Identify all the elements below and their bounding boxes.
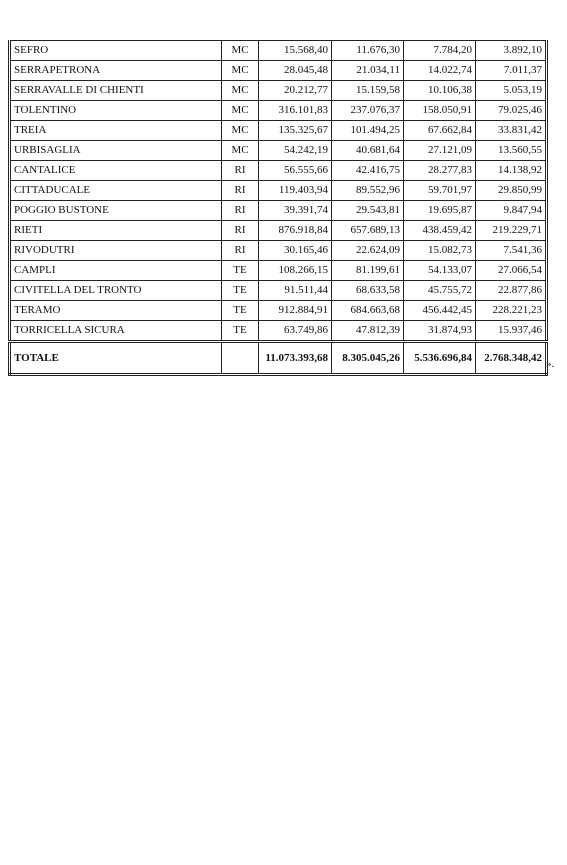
amount-cell-4: 13.560,55 (476, 141, 547, 161)
table-row (10, 161, 547, 181)
province-cell: RI (222, 181, 259, 201)
amount-cell-3: 158.050,91 (404, 101, 476, 121)
amount-cell-2: 68.633,58 (332, 281, 404, 301)
municipality-cell: POGGIO BUSTONE (10, 201, 222, 221)
table-row (10, 101, 547, 121)
amount-cell-4: 3.892,10 (476, 41, 547, 61)
province-cell: TE (222, 281, 259, 301)
amount-cell-2: 29.543,81 (332, 201, 404, 221)
table-row (10, 221, 547, 241)
table-row (10, 261, 547, 281)
province-cell: RI (222, 201, 259, 221)
amount-cell-3: 19.695,87 (404, 201, 476, 221)
amount-cell-4: 7.541,36 (476, 241, 547, 261)
table-row (10, 241, 547, 261)
amount-cell-4: 9.847,94 (476, 201, 547, 221)
amount-cell-3: 67.662,84 (404, 121, 476, 141)
municipality-cell: SERRAVALLE DI CHIENTI (10, 81, 222, 101)
province-cell: MC (222, 41, 259, 61)
amount-cell-4: 29.850,99 (476, 181, 547, 201)
amount-cell-3: 31.874,93 (404, 321, 476, 342)
municipality-cell: TORRICELLA SICURA (10, 321, 222, 342)
amount-cell-3: 59.701,97 (404, 181, 476, 201)
amount-cell-3: 54.133,07 (404, 261, 476, 281)
municipality-cell: TERAMO (10, 301, 222, 321)
total-amount-2: 8.305.045,26 (332, 342, 404, 375)
province-cell: RI (222, 241, 259, 261)
province-cell: MC (222, 61, 259, 81)
amount-cell-1: 15.568,40 (259, 41, 332, 61)
municipality-cell: RIVODUTRI (10, 241, 222, 261)
municipality-cell: CAMPLI (10, 261, 222, 281)
allocation-table (8, 40, 548, 376)
total-province-cell-empty (222, 342, 259, 375)
amount-cell-1: 28.045,48 (259, 61, 332, 81)
amount-cell-2: 237.076,37 (332, 101, 404, 121)
amount-cell-3: 438.459,42 (404, 221, 476, 241)
amount-cell-2: 657.689,13 (332, 221, 404, 241)
table-row (10, 61, 547, 81)
total-amount-4: 2.768.348,42 (476, 342, 547, 375)
amount-cell-3: 15.082,73 (404, 241, 476, 261)
amount-cell-4: 79.025,46 (476, 101, 547, 121)
province-cell: TE (222, 261, 259, 281)
amount-cell-4: 27.066,54 (476, 261, 547, 281)
amount-cell-2: 11.676,30 (332, 41, 404, 61)
municipality-cell: TOLENTINO (10, 101, 222, 121)
amount-cell-4: 33.831,42 (476, 121, 547, 141)
amount-cell-2: 21.034,11 (332, 61, 404, 81)
amount-cell-1: 63.749,86 (259, 321, 332, 342)
amount-cell-1: 316.101,83 (259, 101, 332, 121)
amount-cell-2: 89.552,96 (332, 181, 404, 201)
amount-cell-3: 28.277,83 (404, 161, 476, 181)
table-row (10, 121, 547, 141)
amount-cell-1: 56.555,66 (259, 161, 332, 181)
table-row (10, 181, 547, 201)
province-cell: MC (222, 101, 259, 121)
amount-cell-4: 14.138,92 (476, 161, 547, 181)
province-cell: TE (222, 321, 259, 342)
total-label: TOTALE (10, 342, 222, 375)
table-row (10, 141, 547, 161)
amount-cell-3: 45.755,72 (404, 281, 476, 301)
province-cell: RI (222, 221, 259, 241)
amount-cell-2: 81.199,61 (332, 261, 404, 281)
municipality-cell: CANTALICE (10, 161, 222, 181)
amount-cell-3: 7.784,20 (404, 41, 476, 61)
province-cell: MC (222, 121, 259, 141)
amount-cell-1: 91.511,44 (259, 281, 332, 301)
municipality-cell: SEFRO (10, 41, 222, 61)
amount-cell-1: 135.325,67 (259, 121, 332, 141)
amount-cell-1: 119.403,94 (259, 181, 332, 201)
municipality-cell: URBISAGLIA (10, 141, 222, 161)
amount-cell-2: 40.681,64 (332, 141, 404, 161)
amount-cell-3: 10.106,38 (404, 81, 476, 101)
table-row (10, 321, 547, 342)
amount-cell-3: 14.022,74 (404, 61, 476, 81)
amount-cell-4: 219.229,71 (476, 221, 547, 241)
amount-cell-2: 15.159,58 (332, 81, 404, 101)
province-cell: TE (222, 301, 259, 321)
amount-cell-1: 39.391,74 (259, 201, 332, 221)
province-cell: RI (222, 161, 259, 181)
amount-cell-4: 5.053,19 (476, 81, 547, 101)
amount-cell-1: 54.242,19 (259, 141, 332, 161)
total-amount-3: 5.536.696,84 (404, 342, 476, 375)
amount-cell-2: 684.663,68 (332, 301, 404, 321)
table-row (10, 281, 547, 301)
amount-cell-2: 22.624,09 (332, 241, 404, 261)
amount-cell-1: 912.884,91 (259, 301, 332, 321)
total-row (10, 342, 547, 375)
amount-cell-4: 22.877,86 (476, 281, 547, 301)
allocation-table-container (8, 40, 545, 376)
province-cell: MC (222, 81, 259, 101)
municipality-cell: CIVITELLA DEL TRONTO (10, 281, 222, 301)
municipality-cell: TREIA (10, 121, 222, 141)
table-row (10, 81, 547, 101)
municipality-cell: SERRAPETRONA (10, 61, 222, 81)
amount-cell-2: 47.812,39 (332, 321, 404, 342)
amount-cell-4: 228.221,23 (476, 301, 547, 321)
table-row (10, 301, 547, 321)
closing-quote-mark: ». (546, 358, 555, 370)
amount-cell-1: 30.165,46 (259, 241, 332, 261)
amount-cell-2: 42.416,75 (332, 161, 404, 181)
amount-cell-4: 7.011,37 (476, 61, 547, 81)
amount-cell-1: 876.918,84 (259, 221, 332, 241)
amount-cell-1: 20.212,77 (259, 81, 332, 101)
municipality-cell: RIETI (10, 221, 222, 241)
amount-cell-2: 101.494,25 (332, 121, 404, 141)
amount-cell-3: 456.442,45 (404, 301, 476, 321)
amount-cell-4: 15.937,46 (476, 321, 547, 342)
table-row (10, 41, 547, 61)
municipality-cell: CITTADUCALE (10, 181, 222, 201)
province-cell: MC (222, 141, 259, 161)
total-amount-1: 11.073.393,68 (259, 342, 332, 375)
amount-cell-3: 27.121,09 (404, 141, 476, 161)
amount-cell-1: 108.266,15 (259, 261, 332, 281)
table-row (10, 201, 547, 221)
table-body (10, 41, 547, 375)
